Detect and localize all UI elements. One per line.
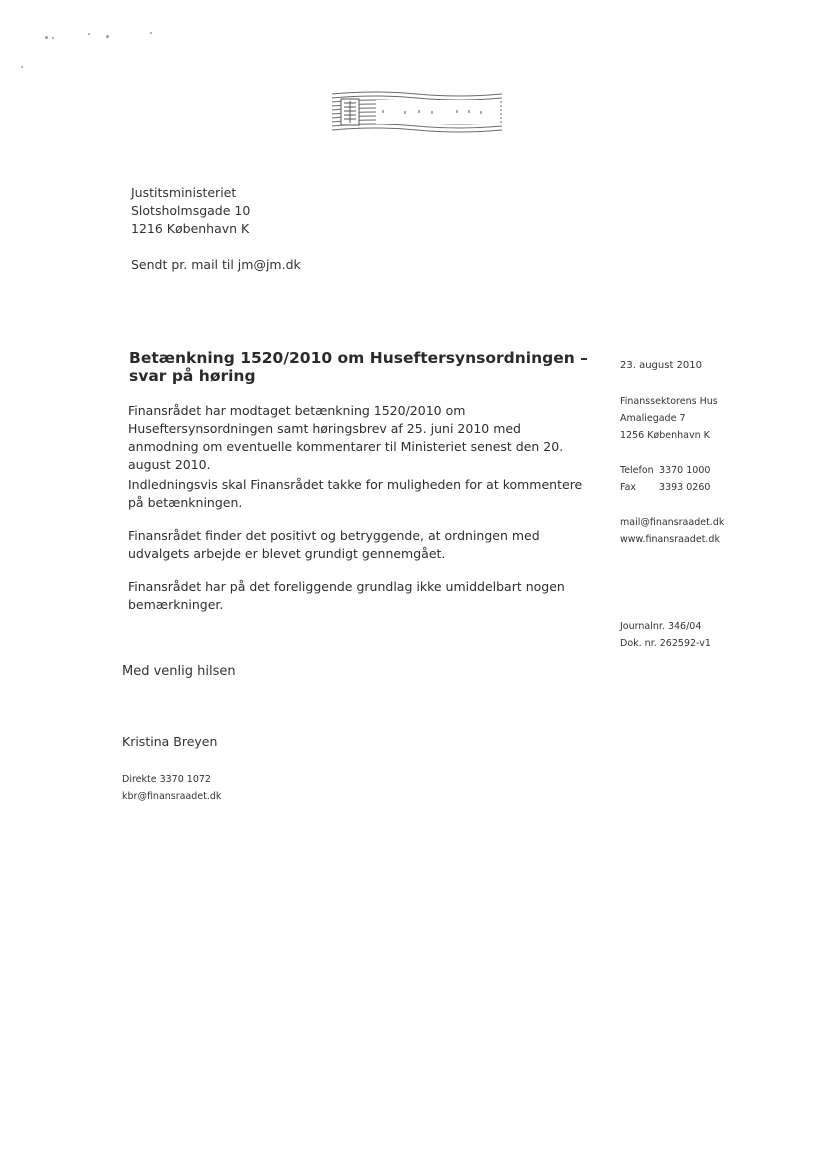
sender-website: www.finansraadet.dk [620,534,720,545]
recipient-city: 1216 København K [131,221,250,236]
body-paragraph-1: Finansrådet har modtaget betænkning 1520/2010 om Huseftersynsordningen samt høringsbrev af 25. juni 2010 med anmodning om eventuelle kommentarer til Ministeriet senest den 20. august 2010. [128,403,564,472]
sender-city: 1256 København K [620,430,710,441]
signer-name: Kristina Breyen [122,734,218,749]
letter-date: 23. august 2010 [620,360,702,371]
fax-label: Fax [620,482,637,493]
body-paragraph-3: Finansrådet finder det positivt og betryggende, at ordningen med udvalgets arbejde er blevet grundigt gennemgået. [128,528,540,561]
journal-number: Journalnr. 346/04 [620,621,702,632]
fax-number: 3393 0260 [659,482,711,493]
body-paragraph-2: Indledningsvis skal Finansrådet takke for muligheden for at kommentere på betænkningen. [128,477,583,510]
sender-building: Finanssektorens Hus [620,396,718,407]
scan-speck [150,32,152,34]
sender-email: mail@finansraadet.dk [620,517,725,528]
sent-via-line: Sendt pr. mail til jm@jm.dk [131,257,301,272]
document-number: Dok. nr. 262592-v1 [620,638,711,649]
sender-online [620,514,724,548]
letterhead-logo [330,90,504,134]
scan-speck [88,33,90,35]
phone-number: 3370 1000 [659,465,711,476]
recipient-address [131,184,250,238]
scan-speck [52,37,54,39]
closing-phrase: Med venlig hilsen [122,664,236,679]
sender-fax-row [620,479,710,496]
scan-speck [21,66,23,68]
letter-subject: Betænkning 1520/2010 om Huseftersynsordningen – svar på høring [129,349,588,385]
signer-contact [122,771,221,805]
signer-direct-phone: Direkte 3370 1072 [122,774,211,785]
scan-speck [106,35,109,38]
body-paragraph-4: Finansrådet har på det foreliggende grundlag ikke umiddelbart nogen bemærkninger. [128,579,565,612]
scan-speck [45,36,48,39]
sender-phone-fax [620,462,710,496]
signer-email: kbr@finansraadet.dk [122,791,222,802]
phone-label: Telefon [620,465,654,476]
document-references [620,618,711,652]
sender-phone-row [620,462,710,479]
recipient-street: Slotsholmsgade 10 [131,203,251,218]
sender-street: Amaliegade 7 [620,413,686,424]
sender-address [620,393,718,444]
recipient-name: Justitsministeriet [131,185,237,200]
